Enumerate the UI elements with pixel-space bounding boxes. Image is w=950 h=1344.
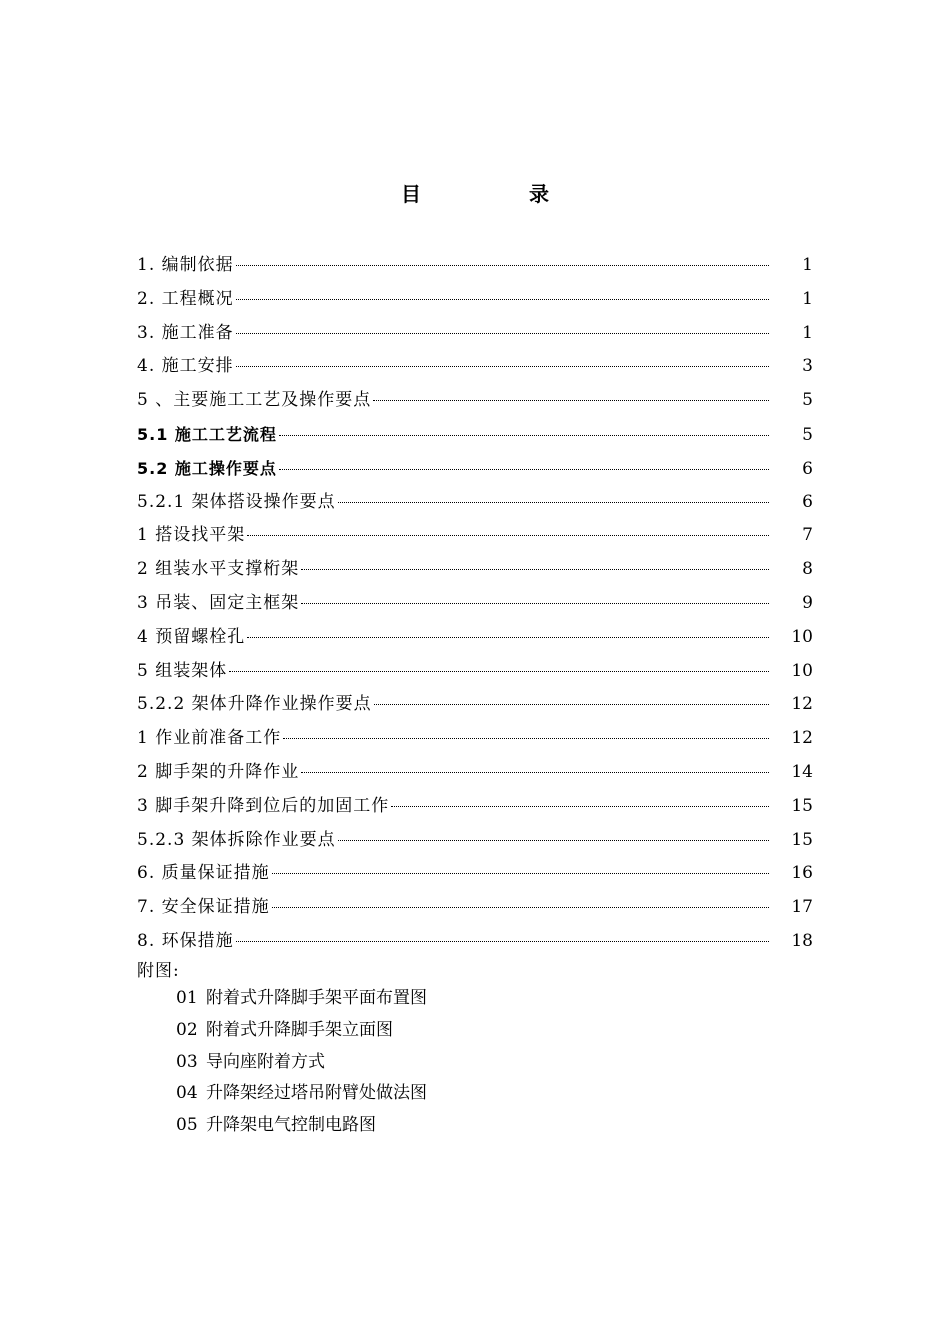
- toc-entry[interactable]: [137, 655, 813, 689]
- appendix-item[interactable]: [176, 1015, 427, 1047]
- toc-page-number: 17: [791, 897, 813, 918]
- toc-entry[interactable]: [137, 486, 813, 520]
- dot-leader: [229, 670, 769, 672]
- toc-entry[interactable]: [137, 249, 813, 283]
- toc-label: 3. 施工准备: [137, 322, 234, 343]
- toc-label: 5.2.3 架体拆除作业要点: [137, 829, 336, 850]
- toc-page-number: 1: [802, 255, 813, 275]
- toc-entry[interactable]: [137, 519, 813, 553]
- toc-label: 5 、主要施工工艺及操作要点: [137, 390, 372, 411]
- dot-leader: [374, 703, 769, 705]
- dot-leader: [236, 940, 769, 942]
- dot-leader: [283, 737, 769, 739]
- toc-page-number: 18: [791, 930, 813, 951]
- toc-label: 7. 安全保证措施: [137, 897, 270, 918]
- appendix-number: 03: [176, 1051, 198, 1072]
- toc-label: 5.2.2 架体升降作业操作要点: [137, 694, 372, 715]
- appendix-number: 05: [176, 1115, 198, 1136]
- toc-entry[interactable]: [137, 857, 813, 891]
- appendix-item[interactable]: [176, 983, 427, 1015]
- toc-entry[interactable]: [137, 553, 813, 587]
- toc-entry[interactable]: [137, 925, 813, 959]
- toc-page-number: 5: [802, 424, 813, 445]
- dot-leader: [279, 434, 769, 436]
- appendix-text: 附着式升降脚手架立面图: [206, 1019, 393, 1040]
- toc-label: 1. 编制依据: [137, 255, 234, 275]
- appendix-text: 升降架电气控制电路图: [206, 1115, 376, 1136]
- toc-page-number: 16: [791, 863, 813, 884]
- dot-leader: [391, 805, 769, 807]
- toc-label: 5.2 施工操作要点: [137, 458, 277, 478]
- toc-page-number: 7: [802, 525, 813, 546]
- toc-page-number: 10: [791, 660, 813, 681]
- appendix-list: [176, 983, 427, 1142]
- toc-page-number: 6: [802, 458, 813, 479]
- toc-label: 1 作业前准备工作: [137, 728, 282, 749]
- toc-label: 3 吊装、固定主框架: [137, 592, 300, 613]
- appendix-item[interactable]: [176, 1047, 427, 1079]
- dot-leader: [279, 468, 769, 470]
- dot-leader: [338, 839, 769, 841]
- appendix-number: 02: [176, 1019, 198, 1040]
- appendix-number: 01: [176, 988, 198, 1008]
- toc-page-number: 15: [791, 795, 813, 816]
- dot-leader: [301, 602, 769, 604]
- toc-entry[interactable]: [137, 452, 813, 486]
- dot-leader: [236, 365, 769, 367]
- toc-page-number: 6: [802, 491, 813, 512]
- appendix-number: 04: [176, 1083, 198, 1104]
- toc-label: 5.1 施工工艺流程: [137, 424, 277, 444]
- toc-page-number: 12: [791, 728, 813, 749]
- toc-page-number: 15: [791, 829, 813, 850]
- toc-entry[interactable]: [137, 587, 813, 621]
- dot-leader: [338, 501, 769, 503]
- toc-label: 1 搭设找平架: [137, 525, 246, 546]
- toc-entry[interactable]: [137, 688, 813, 722]
- appendix-item[interactable]: [176, 1110, 427, 1142]
- toc-page-number: 10: [791, 626, 813, 647]
- dot-leader: [272, 872, 769, 874]
- dot-leader: [247, 636, 769, 638]
- dot-leader: [373, 399, 769, 401]
- toc-label: 6. 质量保证措施: [137, 863, 270, 884]
- toc-entry[interactable]: [137, 283, 813, 317]
- dot-leader: [236, 298, 769, 300]
- toc-entry[interactable]: [137, 722, 813, 756]
- toc-page-number: 5: [802, 390, 813, 411]
- toc-entry[interactable]: [137, 350, 813, 384]
- toc-label: 3 脚手架升降到位后的加固工作: [137, 795, 390, 816]
- toc-page-number: 14: [791, 761, 813, 782]
- toc-entry[interactable]: [137, 790, 813, 824]
- toc-page-number: 1: [802, 288, 813, 309]
- appendix-heading: 附图:: [137, 961, 180, 981]
- toc-page-number: 3: [802, 356, 813, 377]
- appendix-text: 导向座附着方式: [206, 1051, 325, 1072]
- dot-leader: [272, 906, 769, 908]
- toc-label: 2 组装水平支撑桁架: [137, 559, 300, 580]
- toc-label: 5.2.1 架体搭设操作要点: [137, 491, 336, 512]
- dot-leader: [247, 534, 769, 536]
- toc-label: 2. 工程概况: [137, 288, 234, 309]
- toc-entry[interactable]: [137, 824, 813, 858]
- toc-page-number: 12: [791, 694, 813, 715]
- appendix-text: 升降架经过塔吊附臂处做法图: [206, 1083, 427, 1104]
- toc-label: 5 组装架体: [137, 660, 228, 681]
- dot-leader: [236, 264, 769, 266]
- toc-page-number: 9: [802, 592, 813, 613]
- toc-page-number: 8: [802, 559, 813, 580]
- toc-entry[interactable]: [137, 317, 813, 351]
- toc-label: 8. 环保措施: [137, 930, 234, 951]
- dot-leader: [236, 332, 769, 334]
- appendix-item[interactable]: [176, 1078, 427, 1110]
- dot-leader: [301, 771, 769, 773]
- page-title: 目 录: [401, 182, 593, 206]
- appendix-text: 附着式升降脚手架平面布置图: [206, 988, 427, 1008]
- toc-entry[interactable]: [137, 418, 813, 452]
- toc-entry[interactable]: [137, 384, 813, 418]
- toc-label: 4. 施工安排: [137, 356, 234, 377]
- toc-entry[interactable]: [137, 756, 813, 790]
- toc-entry[interactable]: [137, 621, 813, 655]
- toc-entry[interactable]: [137, 891, 813, 925]
- table-of-contents: [137, 249, 813, 959]
- toc-page-number: 1: [802, 322, 813, 343]
- dot-leader: [301, 568, 769, 570]
- toc-label: 2 脚手架的升降作业: [137, 761, 300, 782]
- toc-label: 4 预留螺栓孔: [137, 626, 246, 647]
